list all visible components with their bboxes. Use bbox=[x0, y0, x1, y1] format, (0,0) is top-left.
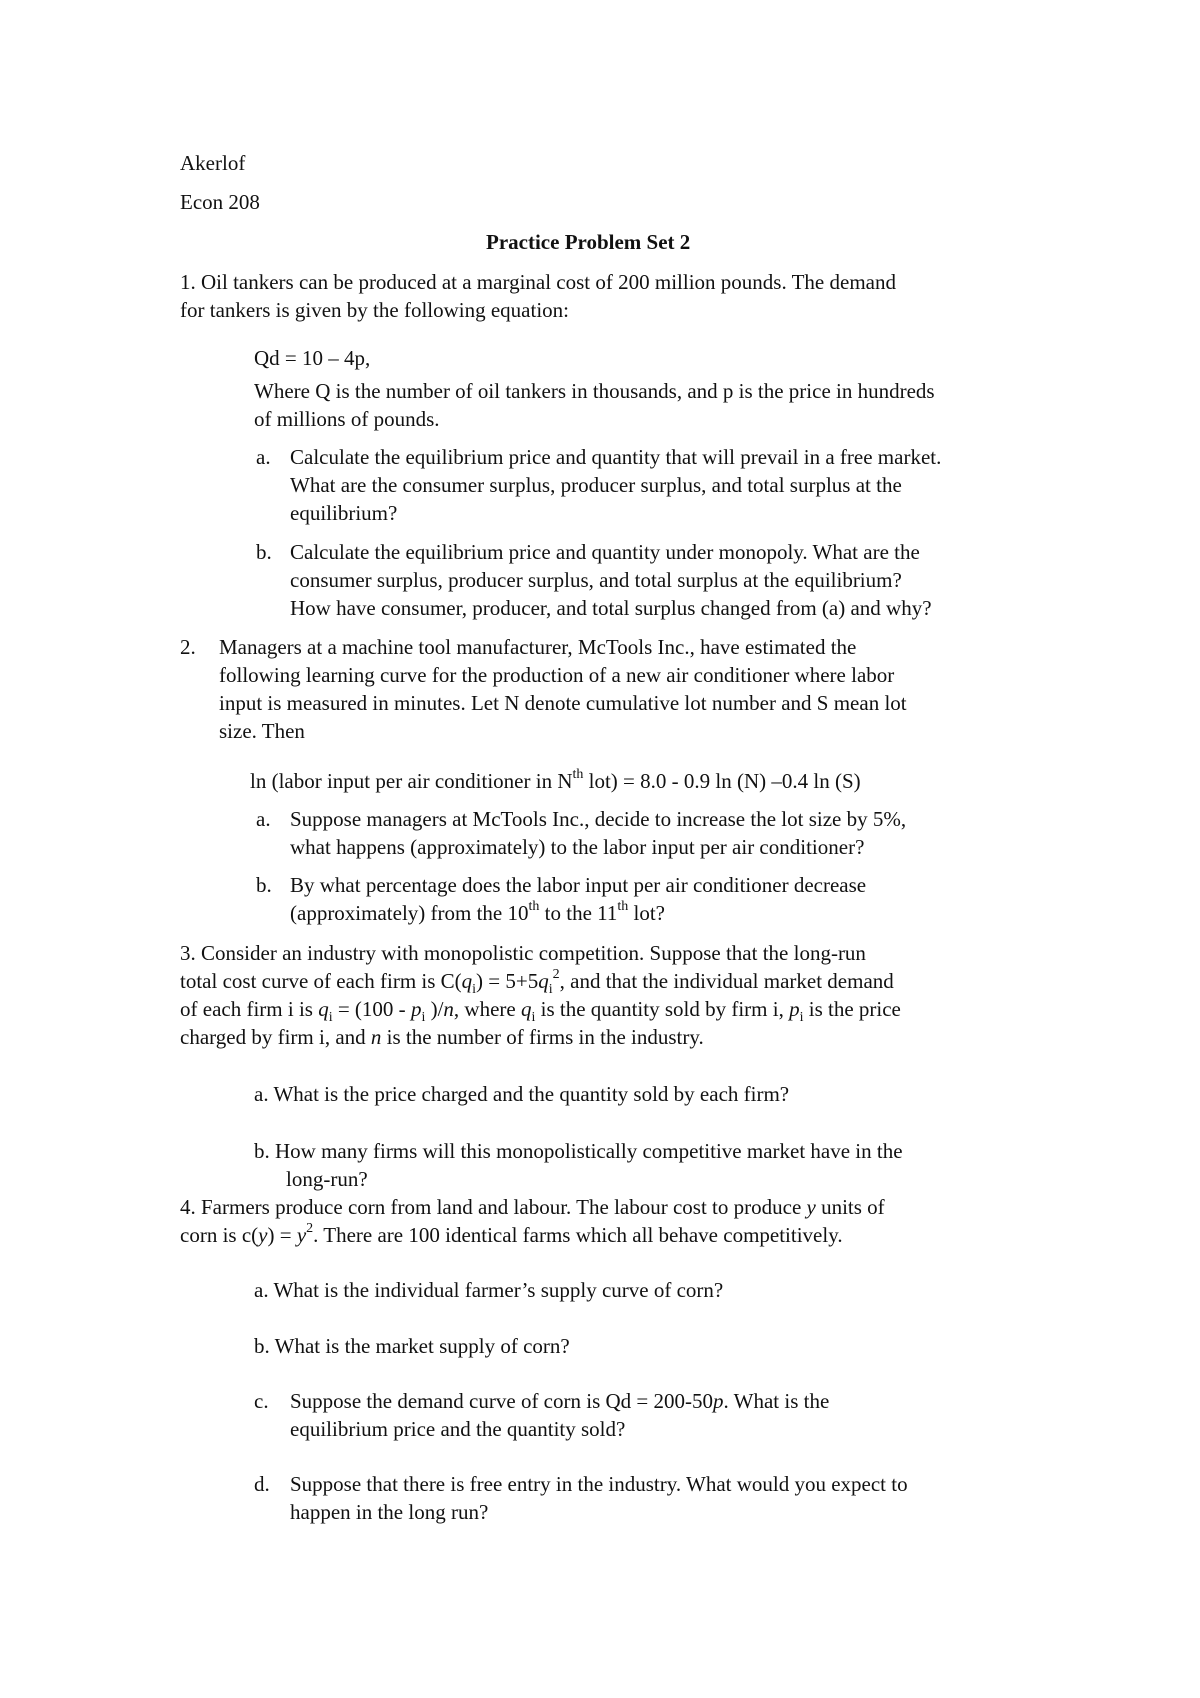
text-line: equilibrium? bbox=[290, 501, 398, 525]
text-line: input is measured in minutes. Let N denote cumulative lot number and S mean lot bbox=[219, 691, 907, 715]
text-line: consumer surplus, producer surplus, and total surplus at the equilibrium? bbox=[290, 568, 902, 592]
demand-equation: Qd = 10 – 4p, bbox=[254, 346, 371, 370]
question-1-text bbox=[180, 268, 896, 324]
question-1a bbox=[290, 443, 941, 527]
question-2b bbox=[290, 871, 866, 927]
text-line: Suppose the demand curve of corn is Qd = 200-50p. What is the bbox=[290, 1389, 830, 1413]
text-line: of millions of pounds. bbox=[254, 407, 440, 431]
question-4d bbox=[290, 1470, 908, 1526]
question-number: 2. bbox=[180, 635, 196, 659]
question-4-text bbox=[180, 1193, 885, 1249]
subpart-label: c. bbox=[254, 1389, 269, 1413]
text-line: How have consumer, producer, and total surplus changed from (a) and why? bbox=[290, 596, 932, 620]
author-name: Akerlof bbox=[180, 151, 246, 175]
text-line: happen in the long run? bbox=[290, 1500, 489, 1524]
course-name: Econ 208 bbox=[180, 190, 260, 214]
subpart-label: a. bbox=[256, 807, 271, 831]
subpart-label: b. bbox=[256, 873, 272, 897]
question-3a: a. What is the price charged and the quantity sold by each firm? bbox=[254, 1082, 790, 1106]
text-line: What are the consumer surplus, producer surplus, and total surplus at the bbox=[290, 473, 902, 497]
learning-curve-equation: ln (labor input per air conditioner in $N^{th}$ lot) = 8.0 - 0.9 ln (N) –0.4 ln (S) bbox=[250, 767, 861, 793]
text-line: size. Then bbox=[219, 719, 305, 743]
text-line: equilibrium price and the quantity sold? bbox=[290, 1417, 626, 1441]
text-line: Where Q is the number of oil tankers in thousands, and p is the price in hundreds bbox=[254, 379, 935, 403]
question-2a bbox=[290, 805, 906, 861]
question-2-text bbox=[219, 633, 907, 745]
question-1b bbox=[290, 538, 932, 622]
text-line: (approximately) from the 10th to the 11th lot? bbox=[290, 899, 666, 925]
question-4c bbox=[290, 1387, 829, 1443]
text-line: total cost curve of each firm is $C(q_i) = 5+5q_i^2$, and that the individual market demand bbox=[180, 967, 894, 998]
subpart-label: a. bbox=[256, 445, 271, 469]
text-line: charged by firm i, and n is the number of firms in the industry. bbox=[180, 1025, 704, 1049]
text-line: Suppose that there is free entry in the industry. What would you expect to bbox=[290, 1472, 908, 1496]
question-3b bbox=[254, 1137, 903, 1193]
subpart-label: d. bbox=[254, 1472, 270, 1496]
text-line: 3. Consider an industry with monopolistic competition. Suppose that the long-run bbox=[180, 941, 866, 965]
subpart-label: b. bbox=[256, 540, 272, 564]
text-line: long-run? bbox=[286, 1167, 368, 1191]
text-line: 1. Oil tankers can be produced at a marginal cost of 200 million pounds. The demand bbox=[180, 270, 896, 294]
text-line: of each firm i is $q_i = (100 - p_i$ )/n, where $q_i$ is the quantity sold by firm i, $p_i$ is the price bbox=[180, 997, 901, 1026]
text-line: Calculate the equilibrium price and quantity that will prevail in a free market. bbox=[290, 445, 942, 469]
text-line: corn is $c(y) = y^2$. There are 100 identical farms which all behave competitively. bbox=[180, 1221, 843, 1247]
text-line: Suppose managers at McTools Inc., decide to increase the lot size by 5%, bbox=[290, 807, 907, 831]
text-line: b. How many firms will this monopolistically competitive market have in the bbox=[254, 1139, 903, 1163]
question-4a: a. What is the individual farmer’s supply curve of corn? bbox=[254, 1278, 724, 1302]
document-title: Practice Problem Set 2 bbox=[486, 230, 691, 254]
question-3-text bbox=[180, 939, 901, 1051]
question-4b: b. What is the market supply of corn? bbox=[254, 1334, 570, 1358]
text-line: By what percentage does the labor input per air conditioner decrease bbox=[290, 873, 867, 897]
text-line: what happens (approximately) to the labor input per air conditioner? bbox=[290, 835, 865, 859]
text-line: Calculate the equilibrium price and quantity under monopoly. What are the bbox=[290, 540, 920, 564]
text-line: for tankers is given by the following equation: bbox=[180, 298, 570, 322]
text-line: Managers at a machine tool manufacturer, McTools Inc., have estimated the bbox=[219, 635, 857, 659]
text-line: following learning curve for the production of a new air conditioner where labor bbox=[219, 663, 895, 687]
question-1-definitions bbox=[254, 377, 935, 433]
text-line: 4. Farmers produce corn from land and labour. The labour cost to produce y units of bbox=[180, 1195, 885, 1219]
